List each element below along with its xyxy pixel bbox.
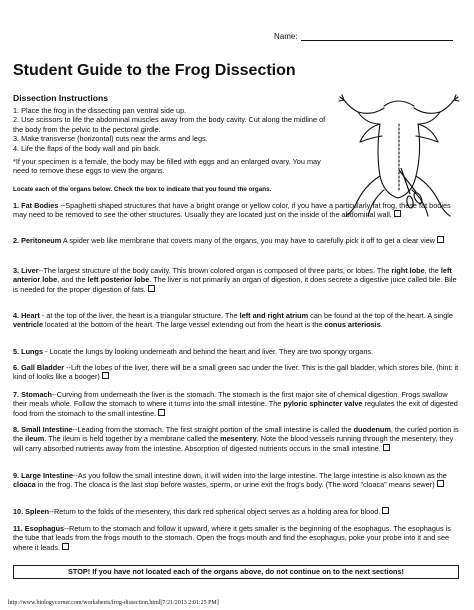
term: ventricle [13, 320, 44, 330]
organ-description: in the frog. The cloaca is the last stop before wastes, sperm, or urine exit the frog's body. (The word "cloaca" means sewer) [35, 480, 435, 490]
organ-name: 8. Small Intestine [13, 425, 73, 434]
stop-message: STOP! If you have not located each of the organs above, do not continue on to the next sections! [13, 565, 459, 579]
organ-heart [13, 311, 459, 330]
term: duodenum [353, 425, 391, 434]
organ-description: can be found at the top of the heart. A single [308, 311, 453, 320]
term: left posterior lobe [87, 275, 150, 285]
step-3: 3. Make transverse (horizontal) cuts near the arms and legs. [13, 134, 208, 144]
organ-name: 10. Spleen [13, 507, 50, 516]
organ-gall-bladder [13, 363, 459, 382]
found-checkbox[interactable] [148, 285, 155, 292]
organ-name: 11. Esophagus [13, 524, 65, 533]
organ-large-intestine [13, 471, 459, 490]
name-field[interactable] [301, 32, 453, 41]
organ-description: , the [424, 266, 441, 275]
organ-name: 7. Stomach [13, 390, 52, 399]
found-checkbox[interactable] [383, 444, 390, 451]
found-checkbox[interactable] [437, 480, 444, 487]
found-checkbox[interactable] [437, 236, 444, 243]
term: pyloric sphincter valve [283, 399, 363, 409]
found-checkbox[interactable] [158, 409, 165, 416]
instructions-heading: Dissection Instructions [13, 93, 109, 103]
organ-description: , and the [57, 275, 88, 285]
organ-description: - at the top of the liver, the heart is a triangular structure. The [39, 311, 240, 320]
organ-name: 6. Gall Bladder [13, 363, 65, 372]
organ-esophagus [13, 524, 459, 552]
organ-description: --Curving from underneath the liver is the stomach. The stomach is the first major site of chemical digestion. Frogs swallow their meals whole. Follow the stomach to where it turns into the small intestine. The [13, 390, 448, 409]
organ-small-intestine [13, 425, 459, 453]
organ-description: --Leading from the stomach. The first straight portion of the small intestine is called the [72, 425, 354, 434]
organ-description: located at the bottom of the heart. The large vessel extending out from the heart is the [43, 320, 325, 330]
step-2: 2. Use scissors to life the abdominal muscles away from the body cavity. Cut along the midline of the body from the pelvic to the pectoral girdle. [13, 115, 326, 134]
term: left anterior lobe [13, 266, 452, 285]
organ-description: , the curled portion is the [13, 425, 459, 444]
term: cloaca [13, 480, 36, 490]
organ-description: - Locate the lungs by looking underneath and behind the heart and liver. They are two spongy organs. [43, 347, 374, 356]
organ-name: 3. Liver [13, 266, 39, 275]
found-checkbox[interactable] [62, 543, 69, 550]
organ-description: --Spaghetti shaped structures that have a bright orange or yellow color, if you have a particularly fat frog, these fat bodies may need to be removed to see the other structures. Usually they are located just on the inside of the abdominal wall. [13, 201, 451, 220]
organ-description: --Return to the stomach and follow it upward, where it gets smaller is the beginning of the esophagus. The esophagus is the tube that leads from the frogs mouth to the stomach. Open the frogs mouth and find the esophagus, poke your probe into it and see where it leads. [13, 524, 451, 552]
organ-stomach [13, 390, 459, 418]
organ-fat-bodies [13, 201, 459, 220]
term: ileum [25, 434, 45, 444]
organ-description: . Note the blood vessels running through the mesentery, they will carry absorbed nutrients away from the intestine. Absorption of digested nutrients occurs in the small intestine. [13, 434, 454, 453]
organ-spleen [13, 507, 459, 516]
found-checkbox[interactable] [394, 210, 401, 217]
instruction-steps [13, 106, 333, 153]
organ-description: A spider web like membrane that covers many of the organs, you may have to carefully pick it off to get a clear view [61, 236, 436, 245]
organ-description: . [380, 320, 383, 330]
step-1: 1. Place the frog in the dissecting pan ventral side up. [13, 106, 187, 115]
organ-description: . The liver is not primarily an organ of digestion, it does secrete a digestive juice called bile. Bile is needed for the proper digestion of fats. [13, 275, 457, 294]
organ-peritoneum [13, 236, 459, 245]
organ-liver [13, 266, 459, 294]
name-line [274, 32, 453, 41]
organ-description: --Lift the lobes of the liver, there will be a small green sac under the liver. This is the gall bladder, which stores bile. (hint: it kind of looks like a booger) [13, 363, 459, 382]
organ-description: . The ileum is held together by a membrane called the [44, 434, 221, 444]
name-label: Name: [274, 32, 298, 41]
female-note: *If your specimen is a female, the body may be filled with eggs and an enlarged ovary. You may need to remove these eggs to view the organs. [13, 157, 321, 176]
found-checkbox[interactable] [102, 372, 109, 379]
term: mesentery [220, 434, 257, 444]
organ-name: 5. Lungs [13, 347, 43, 356]
organ-name: 1. Fat Bodies [13, 201, 59, 210]
organ-name: 4. Heart [13, 311, 40, 320]
locate-instructions: Locate each of the organs below. Check the box to indicate that you found the organs. [13, 186, 272, 193]
term: conus arteriosis [324, 320, 381, 330]
term: right lobe [391, 266, 425, 275]
organ-description: --The largest structure of the body cavity. This brown colored organ is composed of three parts, or lobes. The [38, 266, 392, 275]
footer-url: http://www.biologycorner.com/worksheets/frog-dissection.html[7/21/2013 2:01:25 PM] [8, 600, 219, 606]
found-checkbox[interactable] [382, 507, 389, 514]
organ-name: 2. Peritoneum [13, 236, 62, 245]
organ-lungs [13, 347, 459, 356]
organ-description: regulates the exit of digested food from the stomach to the small intestine. [13, 399, 458, 418]
step-4: 4. Life the flaps of the body wall and pin back. [13, 143, 161, 153]
organ-description: --Return to the folds of the mesentery, this dark red spherical object serves as a holding area for blood. [49, 507, 381, 516]
organ-description: --As you follow the small intestine down, it will widen into the large intestine. The large intestine is also known as the [73, 471, 447, 480]
term: left and right atrium [239, 311, 309, 320]
page-title: Student Guide to the Frog Dissection [13, 62, 296, 79]
organ-name: 9. Large Intestine [13, 471, 74, 480]
